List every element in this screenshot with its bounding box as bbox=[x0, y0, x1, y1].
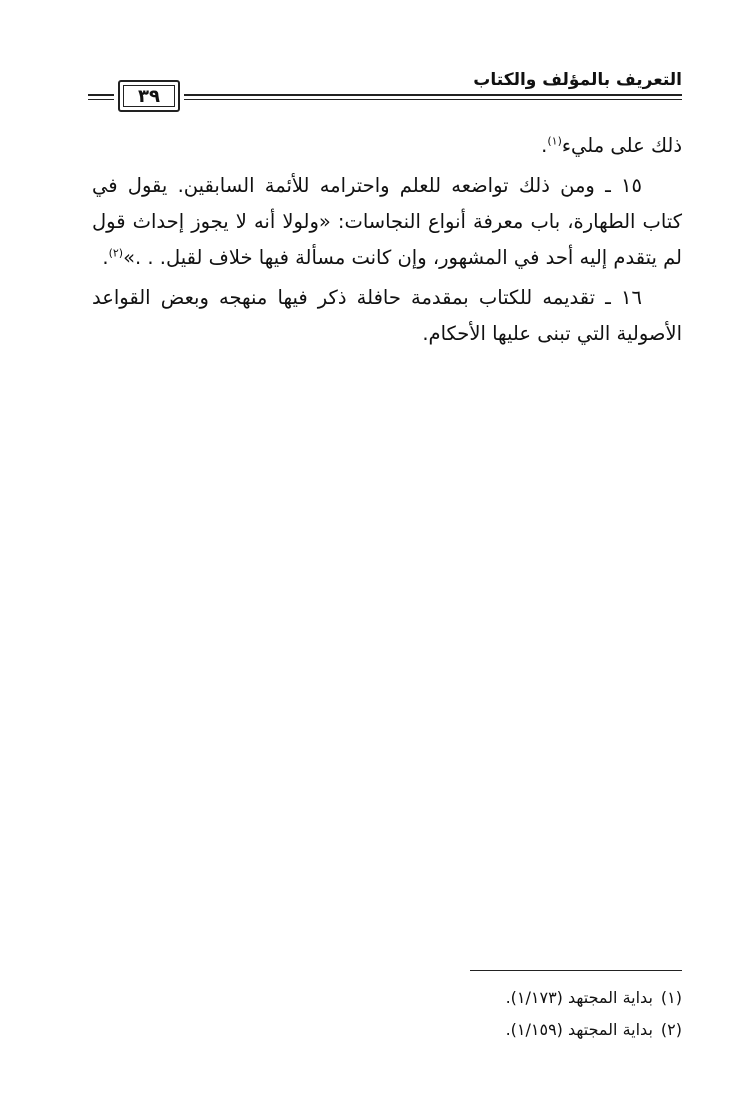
main-text bbox=[92, 128, 682, 356]
page-number-frame bbox=[118, 80, 180, 112]
page-header bbox=[88, 70, 682, 114]
footnote-2-text: بداية المجتهد (١/١٥٩). bbox=[505, 1020, 653, 1039]
footnote-2 bbox=[300, 1014, 682, 1046]
paragraph-1 bbox=[92, 128, 682, 164]
footnote-2-number: (٢) bbox=[660, 1020, 682, 1039]
header-rule-left-top bbox=[88, 94, 114, 96]
footnote-ref-2: (٢) bbox=[108, 246, 124, 260]
header-rule-right-bottom bbox=[184, 99, 682, 100]
page-number: ٣٩ bbox=[138, 85, 160, 107]
running-title: التعريف بالمؤلف والكتاب bbox=[473, 70, 682, 90]
footnotes bbox=[300, 982, 682, 1046]
footnote-ref-1: (١) bbox=[547, 134, 562, 148]
footnote-1-text: بداية المجتهد (١/١٧٣). bbox=[505, 988, 653, 1007]
footnote-separator bbox=[470, 970, 682, 971]
header-rule-left-bottom bbox=[88, 99, 114, 100]
paragraph-2 bbox=[92, 168, 682, 276]
paragraph-1-end: . bbox=[541, 134, 548, 157]
footnote-1-number: (١) bbox=[660, 988, 682, 1007]
paragraph-3-text: ١٦ ـ تقديمه للكتاب بمقدمة حافلة ذكر فيها منهجه وبعض القواعد الأصولية التي تبنى عليها الأحكام. bbox=[92, 286, 682, 345]
paragraph-2-end: . bbox=[102, 246, 109, 269]
paragraph-1-text: ذلك على مليء bbox=[561, 134, 682, 157]
footnote-1 bbox=[300, 982, 682, 1014]
paragraph-3 bbox=[92, 280, 682, 352]
paragraph-2-text: ١٥ ـ ومن ذلك تواضعه للعلم واحترامه للأئمة السابقين. يقول في كتاب الطهارة، باب معرفة أنواع النجاسات: «ولولا أنه لا يجوز إحداث قول لم يتقدم إليه أحد في المشهور، وإن كانت مسألة فيها خلاف لقيل. . .» bbox=[92, 174, 682, 269]
header-rule-right-top bbox=[184, 94, 682, 96]
